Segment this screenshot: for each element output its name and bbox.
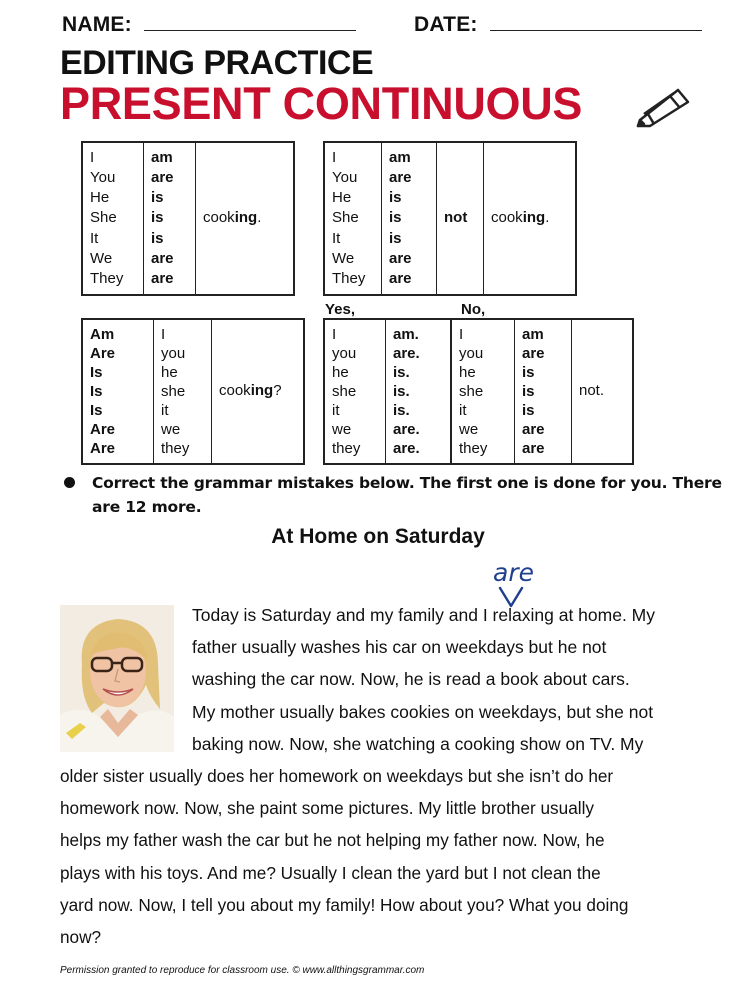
- story-line: Today is Saturday and my family and I relaxing at home. My: [192, 605, 655, 625]
- table-negative: [323, 141, 577, 296]
- no-not: not.: [572, 319, 634, 464]
- story-line: older sister usually does her homework on weekdays but she isn’t do her: [60, 766, 614, 786]
- table-question: [81, 318, 305, 465]
- story-line: yard now. Now, I tell you about my family! How about you? What you doing: [60, 894, 629, 915]
- table-short-answers: [323, 318, 634, 465]
- name-line[interactable]: [144, 30, 356, 31]
- page-title: EDITING PRACTICE: [60, 44, 374, 82]
- woman-photo: [60, 605, 174, 752]
- yes-label: Yes,: [325, 301, 356, 318]
- instructions-line-2: are 12 more.: [92, 498, 202, 516]
- footer-permission: Permission granted to reproduce for classroom use. © www.allthingsgrammar.com: [60, 965, 425, 976]
- no-subjects: I you he she it we they: [451, 319, 515, 464]
- story-full: [60, 760, 720, 953]
- story-title: At Home on Saturday: [271, 525, 485, 548]
- story-line: helps my father wash the car but he not helping my father now. Now, he: [60, 830, 605, 851]
- date-line[interactable]: [490, 30, 702, 31]
- date-label: DATE:: [414, 13, 478, 36]
- page-subtitle: PRESENT CONTINUOUS: [60, 78, 583, 129]
- pos-main-verb: cooking.: [196, 142, 295, 295]
- instructions-line-1: Correct the grammar mistakes below. The first one is done for you. There: [92, 474, 722, 492]
- correction-are: are: [493, 558, 534, 587]
- no-verbs: am are is is is are are: [515, 319, 572, 464]
- pencil-icon: [634, 80, 694, 128]
- date-field: [414, 13, 702, 37]
- story-line: homework now. Now, she paint some pictures. My little brother usually: [60, 798, 595, 819]
- neg-subjects: I You He She It We They: [332, 148, 366, 287]
- bullet-icon: [64, 477, 75, 488]
- story-line: plays with his toys. And me? Usually I clean the yard but I not clean the: [60, 862, 601, 883]
- q-verbs: Am Are Is Is Is Are Are: [90, 326, 116, 457]
- q-subjects: I you he she it we they: [154, 319, 212, 464]
- pos-verbs: am are is is is are are: [144, 142, 196, 295]
- instructions: [92, 471, 722, 519]
- story-line: father usually washes his car on weekdays but he not: [192, 637, 607, 658]
- story-line: My mother usually bakes cookies on weekdays, but she not: [192, 701, 654, 722]
- neg-not: not: [437, 142, 484, 295]
- table-positive: [81, 141, 295, 296]
- pos-subjects: I You He She It We They: [90, 148, 124, 287]
- q-main-verb: cooking?: [212, 319, 305, 464]
- yes-verbs: am. are. is. is. is. are. are.: [386, 319, 452, 464]
- yes-subjects: I you he she it we they: [332, 326, 361, 457]
- story-indented: [192, 599, 722, 760]
- story-line: now?: [60, 927, 102, 948]
- neg-main-verb: cooking.: [484, 142, 577, 295]
- story-line: washing the car now. Now, he is read a book about cars.: [192, 669, 630, 690]
- name-field: [62, 13, 356, 37]
- neg-verbs: am are is is is are are: [382, 142, 437, 295]
- name-label: NAME:: [62, 13, 132, 36]
- no-label: No,: [461, 301, 486, 318]
- story-line: baking now. Now, she watching a cooking show on TV. My: [192, 733, 644, 754]
